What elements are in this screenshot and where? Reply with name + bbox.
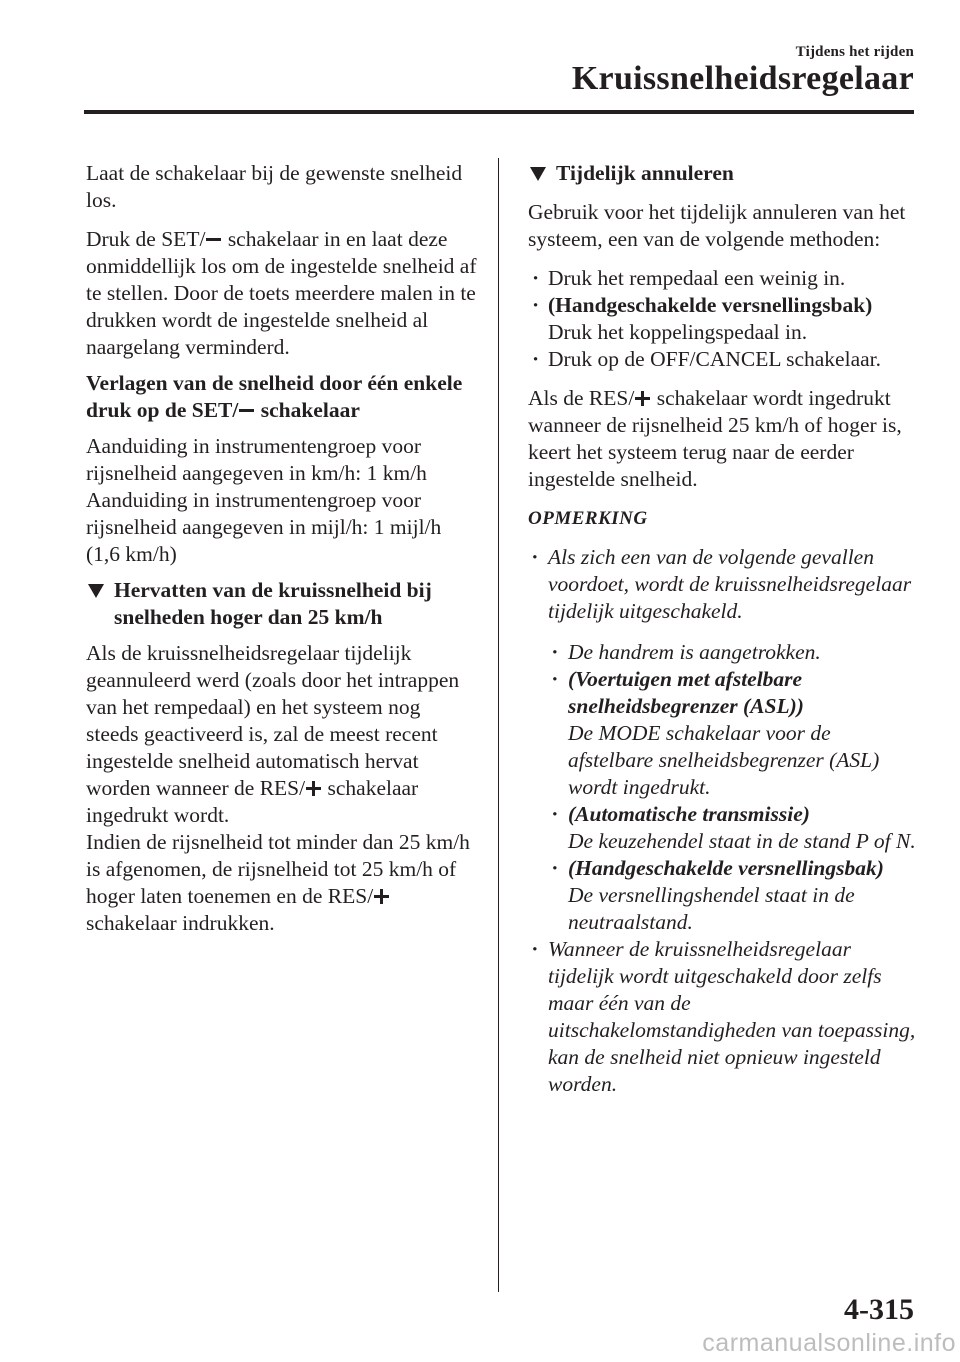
section-heading [528, 160, 920, 187]
left-column [86, 160, 478, 937]
list-item [528, 265, 920, 292]
paragraph [528, 385, 920, 493]
list-item [528, 936, 920, 1098]
text-run: schakelaar ingedrukt wordt. [86, 776, 419, 827]
text-run: Wanneer de kruissnelheidsregelaar tijdelijk wordt uitgeschakeld door zelfs maar één van de uitschakelomstandigheden van toepassing, kan de snelheid niet opnieuw ingesteld worden. [548, 937, 916, 1096]
header-rule [84, 110, 914, 114]
text-run: schakelaar indrukken. [86, 911, 275, 935]
heading-text: Tijdelijk annuleren [556, 161, 734, 185]
text-run: Indien de rijsnelheid tot minder dan 25 km/h is afgenomen, de rijsnelheid tot 25 km/h of hoger laten toenemen en de RES/ [86, 830, 470, 908]
plus-icon [635, 391, 650, 406]
text-run: Als de kruissnelheidsregelaar tijdelijk geannuleerd werd (zoals door het intrappen van het rempedaal) en het systeem nog steeds geactiveerd is, zal de meest recent ingestelde snelheid automatisch hervat worden wanneer de RES/ [86, 641, 460, 800]
list-item [548, 666, 920, 801]
note-list [528, 544, 920, 1098]
text-run: (Handgeschakelde versnellingsbak) [548, 293, 873, 317]
section-kicker: Tijdens het rijden [795, 44, 914, 60]
text-run: Druk het rempedaal een weinig in. [548, 266, 846, 290]
text-run: De keuzehendel staat in de stand P of N. [568, 829, 916, 853]
heading-text: Hervatten van de kruissnelheid bij snelheden hoger dan 25 km/h [114, 578, 432, 629]
list-item [528, 346, 920, 373]
page-number: 4-315 [844, 1293, 914, 1326]
right-column [528, 160, 920, 1098]
text-run: Druk het koppelingspedaal in. [548, 320, 808, 344]
text-run: schakelaar [255, 398, 360, 422]
list-item [528, 292, 920, 346]
method-list [528, 265, 920, 373]
text-run: Druk op de OFF/CANCEL schakelaar. [548, 347, 881, 371]
text-run: schakelaar in en laat deze onmiddellijk los om de ingestelde snelheid af te stellen. Door de toets meerdere malen in te drukken wordt de ingestelde snelheid al naargelang verminderd. [86, 227, 477, 359]
text-run: Druk de SET/ [86, 227, 206, 251]
text-run: Als de RES/ [528, 386, 635, 410]
paragraph: Gebruik voor het tijdelijk annuleren van het systeem, een van de volgende methoden: [528, 200, 906, 251]
text-run: De handrem is aangetrokken. [568, 640, 821, 664]
paragraph [86, 640, 478, 829]
subheading [86, 370, 478, 424]
paragraph: Laat de schakelaar bij de gewenste snelheid los. [86, 161, 463, 212]
text-run: Verlagen van de snelheid door één enkele druk op de SET/ [86, 371, 463, 422]
list-item [548, 801, 920, 855]
text-run: Als zich een van de volgende gevallen voordoet, wordt de kruissnelheidsregelaar tijdelijk uitgeschakeld. [548, 545, 912, 623]
minus-icon [239, 409, 254, 412]
plus-icon [306, 781, 321, 796]
paragraph: Aanduiding in instrumentengroep voor rijsnelheid aangegeven in mijl/h: 1 mijl/h (1,6 km/h) [86, 488, 442, 566]
section-heading [86, 577, 478, 631]
text-run: (Handgeschakelde versnellingsbak) [568, 856, 884, 880]
plus-icon [374, 889, 389, 904]
minus-icon [206, 238, 221, 241]
note-title: OPMERKING [528, 508, 648, 529]
list-item [548, 855, 920, 936]
list-item [528, 544, 920, 936]
column-divider [498, 158, 499, 1292]
paragraph [86, 226, 478, 361]
text-run: De MODE schakelaar voor de afstelbare snelheidsbegrenzer (ASL) wordt ingedrukt. [568, 721, 880, 799]
triangle-bullet-icon [530, 167, 546, 181]
paragraph [86, 829, 478, 937]
paragraph: Aanduiding in instrumentengroep voor rijsnelheid aangegeven in km/h: 1 km/h [86, 434, 427, 485]
text-run: schakelaar wordt ingedrukt wanneer de rijsnelheid 25 km/h of hoger is, keert het systeem terug naar de eerder ingestelde snelheid. [528, 386, 902, 491]
list-item [548, 639, 920, 666]
text-run: (Voertuigen met afstelbare snelheidsbegrenzer (ASL)) [568, 667, 804, 718]
page-title: Kruissnelheidsregelaar [571, 60, 914, 97]
watermark: carmanualsonline.info [702, 1329, 956, 1357]
sub-list [548, 639, 920, 936]
text-run: De versnellingshendel staat in de neutraalstand. [568, 883, 855, 934]
text-run: (Automatische transmissie) [568, 802, 810, 826]
triangle-bullet-icon [88, 584, 104, 598]
